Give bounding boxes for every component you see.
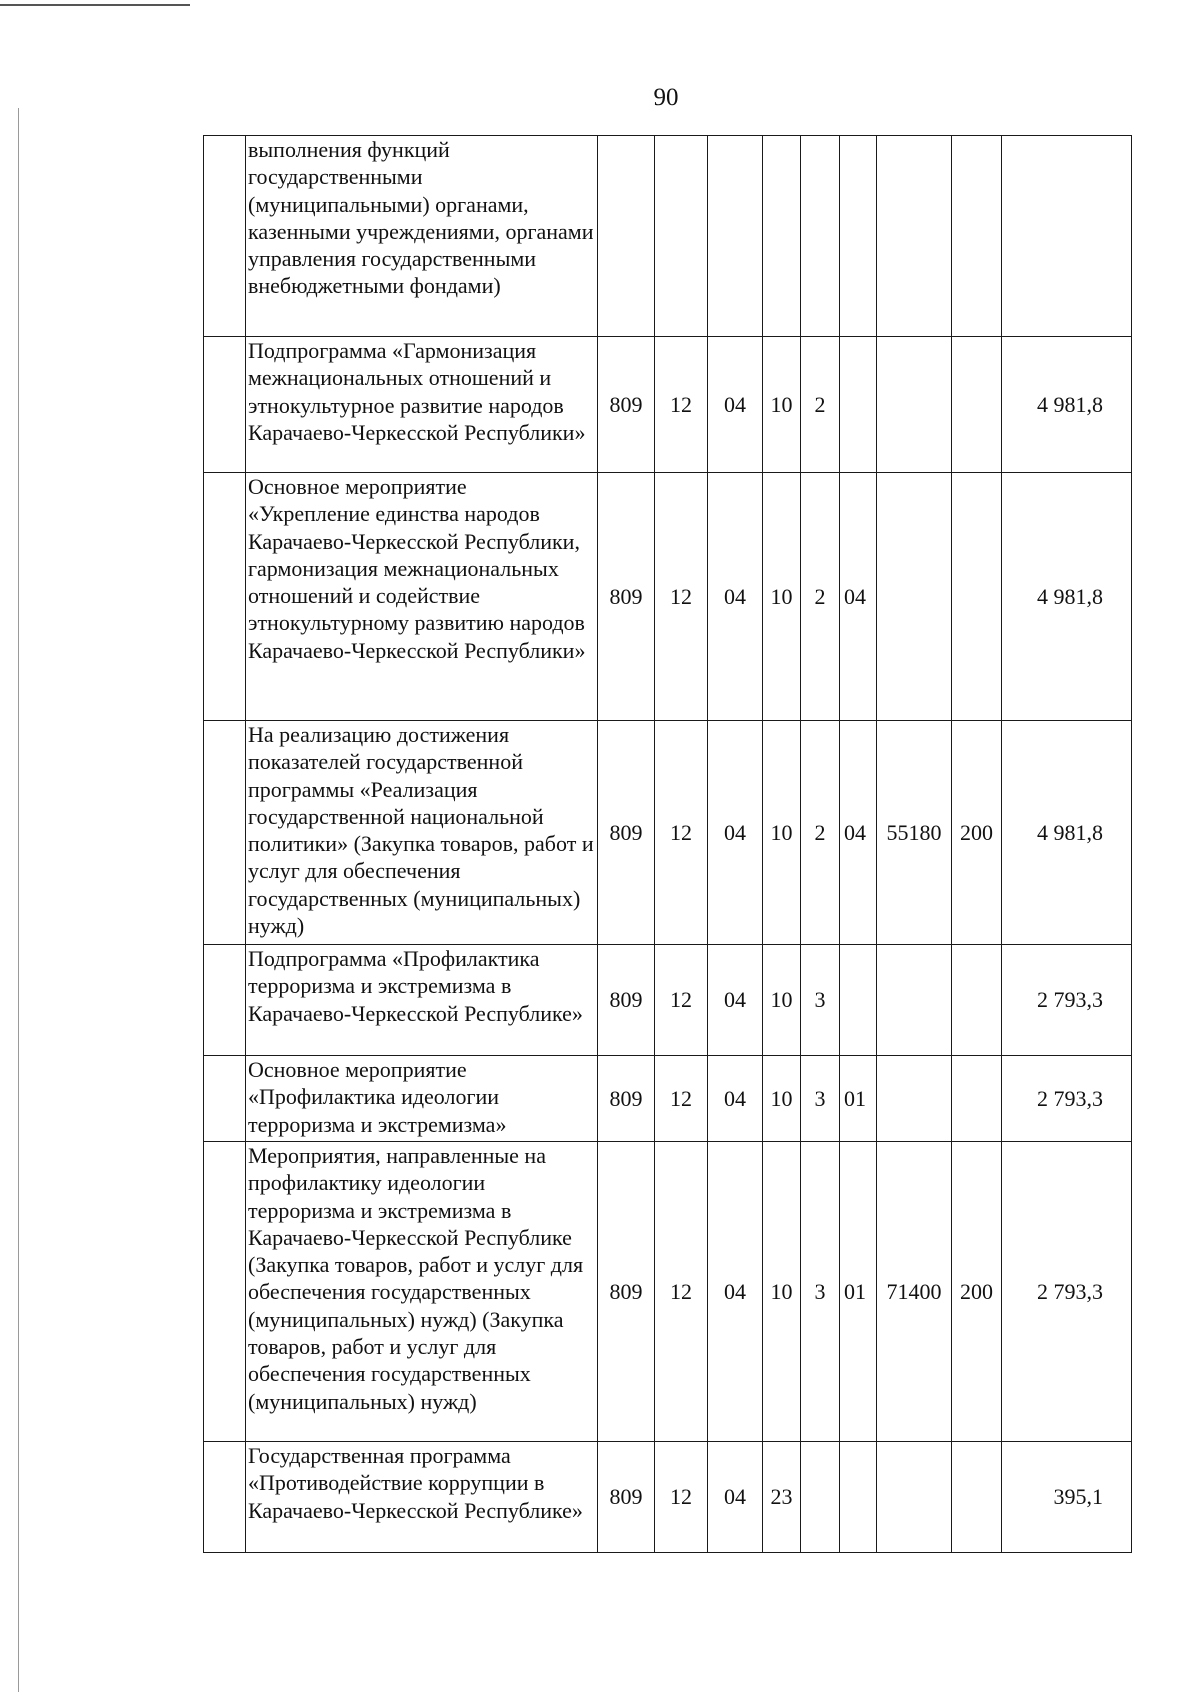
ministry-code: 809 [598, 473, 655, 721]
table-row [204, 1142, 1132, 1442]
event-code: 04 [840, 473, 877, 721]
subsection-code [708, 136, 763, 337]
blank-cell [204, 473, 246, 721]
row-description: Основное мероприятие «Профилактика идеологии терроризма и экстремизма» [246, 1056, 598, 1142]
amount: 2 793,3 [1002, 1056, 1132, 1142]
subprogram-code: 3 [801, 945, 840, 1056]
expense-type-code [952, 473, 1002, 721]
table-row [204, 721, 1132, 945]
event-code [840, 136, 877, 337]
direction-code: 55180 [877, 721, 952, 945]
ministry-code: 809 [598, 945, 655, 1056]
direction-code [877, 337, 952, 473]
event-code [840, 1442, 877, 1553]
amount: 395,1 [1002, 1442, 1132, 1553]
expense-type-code [952, 1442, 1002, 1553]
program-code [763, 136, 801, 337]
table-row [204, 1056, 1132, 1142]
ministry-code: 809 [598, 337, 655, 473]
subprogram-code: 3 [801, 1142, 840, 1442]
ministry-code: 809 [598, 1056, 655, 1142]
blank-cell [204, 136, 246, 337]
direction-code [877, 1442, 952, 1553]
subprogram-code [801, 1442, 840, 1553]
subsection-code: 04 [708, 473, 763, 721]
table-row [204, 337, 1132, 473]
row-description: Мероприятия, направленные на профилактику идеологии терроризма и экстремизма в Карачаево-Черкесской Республике (Закупка товаров, работ и услуг для обеспечения государственных (муниципальных) нужд) (Закупка товаров, работ и услуг для обеспечения государственных (муниципальных) нужд) [246, 1142, 598, 1442]
subprogram-code [801, 136, 840, 337]
direction-code [877, 1056, 952, 1142]
program-code: 23 [763, 1442, 801, 1553]
blank-cell [204, 1142, 246, 1442]
row-description: выполнения функций государственными (муниципальными) органами, казенными учреждениями, органами управления государственными внебюджетными фондами) [246, 136, 598, 337]
direction-code: 71400 [877, 1142, 952, 1442]
amount: 2 793,3 [1002, 945, 1132, 1056]
table-row [204, 1442, 1132, 1553]
program-code: 10 [763, 337, 801, 473]
direction-code [877, 136, 952, 337]
table-row [204, 945, 1132, 1056]
program-code: 10 [763, 473, 801, 721]
expense-type-code [952, 1056, 1002, 1142]
budget-table [203, 135, 1132, 1553]
amount: 4 981,8 [1002, 337, 1132, 473]
blank-cell [204, 721, 246, 945]
amount: 2 793,3 [1002, 1142, 1132, 1442]
ministry-code [598, 136, 655, 337]
program-code: 10 [763, 945, 801, 1056]
subsection-code: 04 [708, 1442, 763, 1553]
section-code: 12 [655, 337, 708, 473]
section-code: 12 [655, 1442, 708, 1553]
blank-cell [204, 945, 246, 1056]
subprogram-code: 2 [801, 721, 840, 945]
row-description: Государственная программа «Противодействие коррупции в Карачаево-Черкесской Республике» [246, 1442, 598, 1553]
section-code: 12 [655, 473, 708, 721]
subsection-code: 04 [708, 1142, 763, 1442]
event-code [840, 337, 877, 473]
ministry-code: 809 [598, 721, 655, 945]
subprogram-code: 2 [801, 473, 840, 721]
amount: 4 981,8 [1002, 721, 1132, 945]
section-code [655, 136, 708, 337]
subsection-code: 04 [708, 337, 763, 473]
table-row [204, 136, 1132, 337]
amount [1002, 136, 1132, 337]
event-code: 01 [840, 1142, 877, 1442]
section-code: 12 [655, 945, 708, 1056]
event-code: 04 [840, 721, 877, 945]
table-row [204, 473, 1132, 721]
page-number: 90 [653, 84, 679, 111]
expense-type-code [952, 136, 1002, 337]
direction-code [877, 945, 952, 1056]
ministry-code: 809 [598, 1142, 655, 1442]
program-code: 10 [763, 721, 801, 945]
row-description: Основное мероприятие «Укрепление единства народов Карачаево-Черкесской Республики, гармонизация межнациональных отношений и содействие этнокультурному развитию народов Карачаево-Черкесской Республики» [246, 473, 598, 721]
ministry-code: 809 [598, 1442, 655, 1553]
scan-artifact-line [0, 4, 190, 6]
blank-cell [204, 1056, 246, 1142]
section-code: 12 [655, 1056, 708, 1142]
program-code: 10 [763, 1056, 801, 1142]
expense-type-code [952, 337, 1002, 473]
blank-cell [204, 1442, 246, 1553]
direction-code [877, 473, 952, 721]
scan-margin-line [18, 108, 19, 1692]
expense-type-code: 200 [952, 721, 1002, 945]
event-code [840, 945, 877, 1056]
section-code: 12 [655, 1142, 708, 1442]
row-description: Подпрограмма «Профилактика терроризма и экстремизма в Карачаево-Черкесской Республике» [246, 945, 598, 1056]
amount: 4 981,8 [1002, 473, 1132, 721]
expense-type-code: 200 [952, 1142, 1002, 1442]
subprogram-code: 3 [801, 1056, 840, 1142]
section-code: 12 [655, 721, 708, 945]
budget-table-body [204, 136, 1132, 1553]
subsection-code: 04 [708, 721, 763, 945]
program-code: 10 [763, 1142, 801, 1442]
expense-type-code [952, 945, 1002, 1056]
row-description: Подпрограмма «Гармонизация межнациональных отношений и этнокультурное развитие народов Карачаево-Черкесской Республики» [246, 337, 598, 473]
subsection-code: 04 [708, 945, 763, 1056]
subsection-code: 04 [708, 1056, 763, 1142]
blank-cell [204, 337, 246, 473]
row-description: На реализацию достижения показателей государственной программы «Реализация государственной национальной политики» (Закупка товаров, работ и услуг для обеспечения государственных (муниципальных) нужд) [246, 721, 598, 945]
event-code: 01 [840, 1056, 877, 1142]
subprogram-code: 2 [801, 337, 840, 473]
